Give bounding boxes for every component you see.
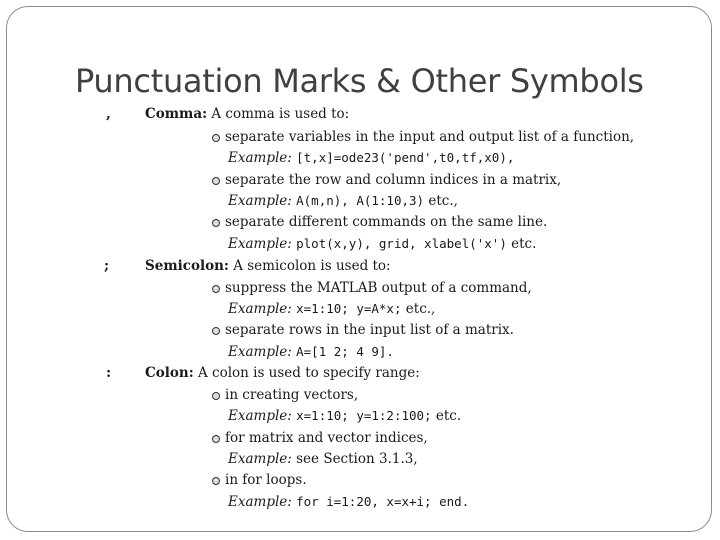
semicolon-heading: Semicolon: (145, 258, 229, 274)
list-item: suppress the MATLAB output of a command, (212, 280, 532, 296)
comma-heading: Comma: (145, 106, 208, 122)
example-line: Example: for i=1:20, x=x+i; end. (228, 494, 470, 510)
list-item: in creating vectors, (212, 387, 358, 403)
example-line: Example: see Section 3.1.3, (228, 451, 418, 467)
bullet-icon (212, 177, 220, 185)
bullet-icon (212, 392, 220, 400)
bullet-icon (212, 219, 220, 227)
colon-intro: A colon is used to specify range: (197, 365, 420, 381)
colon-symbol: : (106, 365, 112, 381)
comma-heading-line (145, 106, 349, 122)
colon-heading: Colon: (145, 365, 194, 381)
list-item: separate different commands on the same line. (212, 214, 547, 230)
example-line: Example: A(m,n), A(1:10,3) etc., (228, 193, 458, 209)
semicolon-heading-line (145, 258, 391, 274)
example-line: Example: x=1:10; y=A*x; etc., (228, 301, 436, 317)
list-item: separate rows in the input list of a matrix. (212, 322, 514, 338)
bullet-icon (212, 285, 220, 293)
example-line: Example: x=1:10; y=1:2:100; etc. (228, 408, 462, 424)
bullet-icon (212, 477, 220, 485)
bullet-icon (212, 435, 220, 443)
example-line: Example: [t,x]=ode23('pend',t0,tf,x0), (228, 150, 515, 166)
colon-heading-line (145, 365, 420, 381)
list-item: separate the row and column indices in a matrix, (212, 172, 561, 188)
bullet-icon (212, 327, 220, 335)
comma-symbol: , (106, 106, 111, 122)
semicolon-intro: A semicolon is used to: (233, 258, 391, 274)
list-item: in for loops. (212, 472, 307, 488)
slide-title: Punctuation Marks & Other Symbols (75, 62, 644, 100)
comma-intro: A comma is used to: (211, 106, 350, 122)
list-item: for matrix and vector indices, (212, 430, 428, 446)
example-line: Example: A=[1 2; 4 9]. (228, 344, 394, 360)
bullet-icon (212, 134, 220, 142)
list-item: separate variables in the input and output list of a function, (212, 129, 634, 145)
semicolon-symbol: ; (104, 258, 110, 274)
example-line: Example: plot(x,y), grid, xlabel('x') etc. (228, 236, 537, 252)
